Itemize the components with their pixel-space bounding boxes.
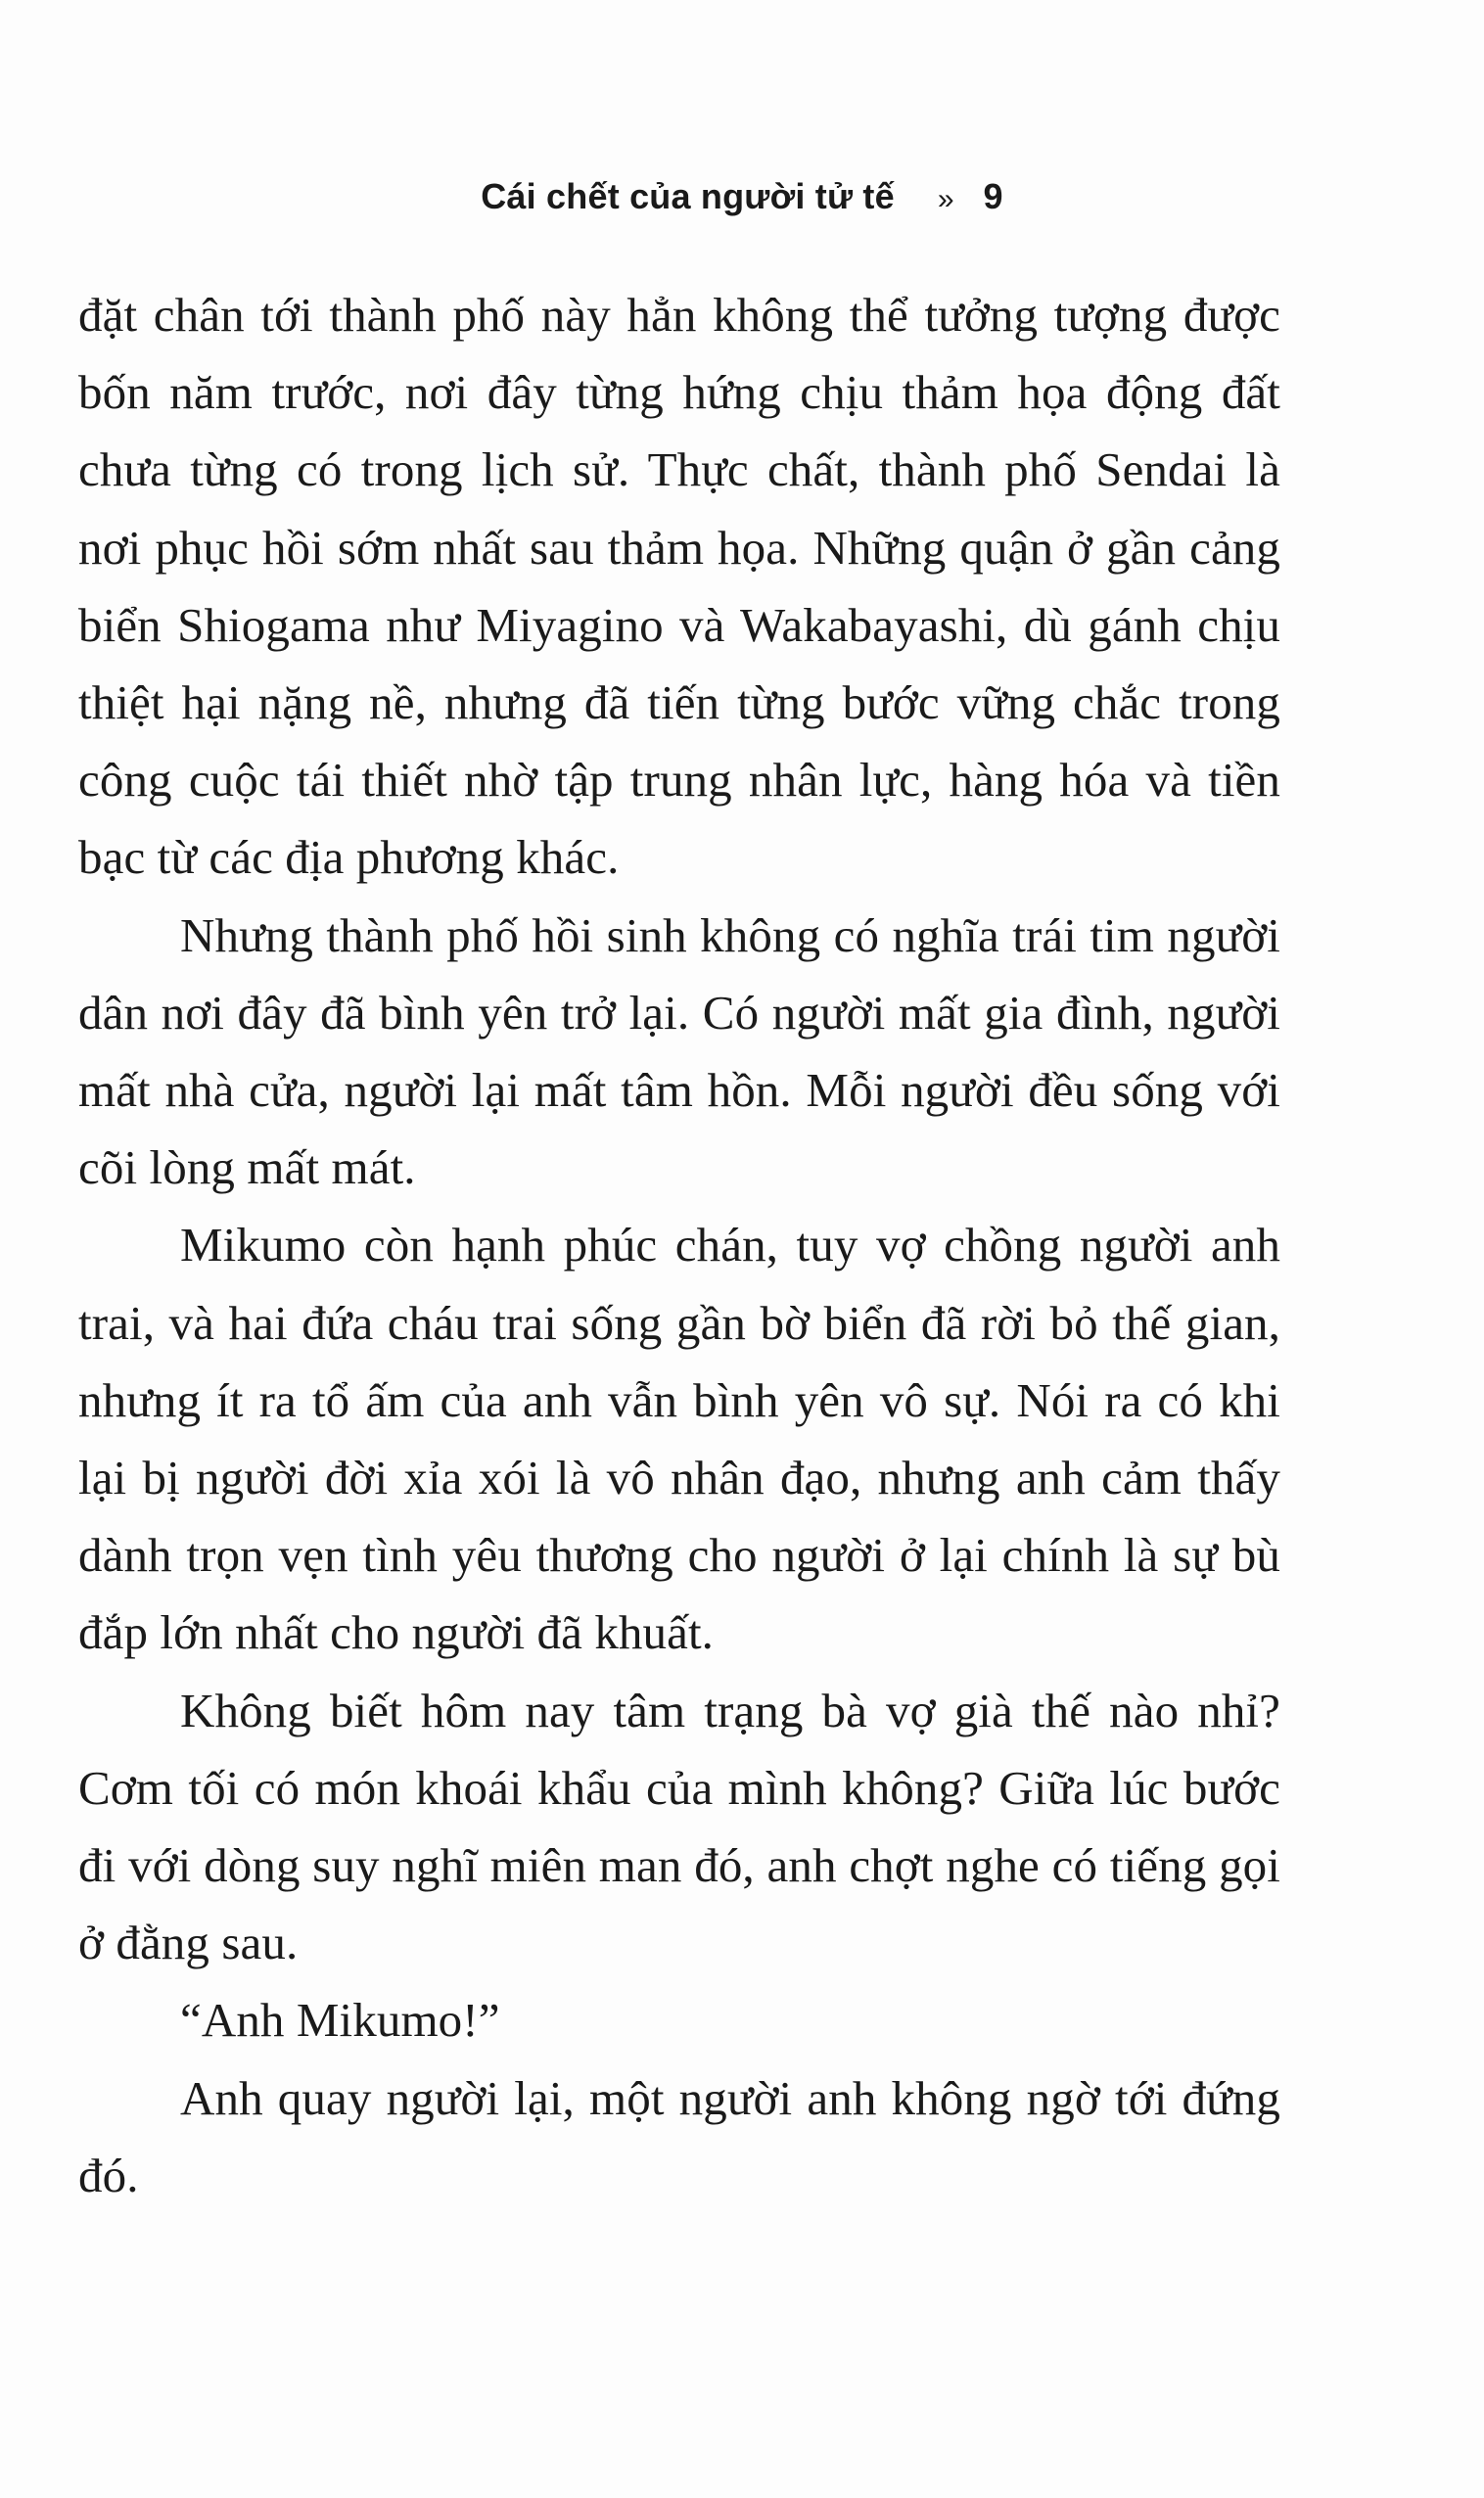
body-text xyxy=(78,276,1280,2214)
paragraph-1: đặt chân tới thành phố này hẳn không thể tưởng tượng được bốn năm trước, nơi đây từng hứng chịu thảm họa động đất chưa từng có trong lịch sử. Thực chất, thành phố Sendai là nơi phục hồi sớm nhất sau thảm họa. Những quận ở gần cảng biển Shiogama như Miyagino và Wakabayashi, dù gánh chịu thiệt hại nặng nề, nhưng đã tiến từng bước vững chắc trong công cuộc tái thiết nhờ tập trung nhân lực, hàng hóa và tiền bạc từ các địa phương khác. xyxy=(78,288,1280,885)
paragraph-dialogue: “Anh Mikumo!” xyxy=(180,1993,500,2048)
page-number: 9 xyxy=(983,176,1003,216)
running-header xyxy=(0,176,1484,217)
paragraph-2: Nhưng thành phố hồi sinh không có nghĩa trái tim người dân nơi đây đã bình yên trở lại. Có người mất gia đình, người mất nhà cửa, người lại mất tâm hồn. Mỗi người đều sống với cõi lòng mất mát. xyxy=(78,907,1280,1195)
header-separator: » xyxy=(937,183,951,215)
paragraph-6: Anh quay người lại, một người anh không ngờ tới đứng đó. xyxy=(78,2070,1280,2202)
paragraph-4: Không biết hôm nay tâm trạng bà vợ già thế nào nhỉ? Cơm tối có món khoái khẩu của mình không? Giữa lúc bước đi với dòng suy nghĩ miên man đó, anh chợt nghe có tiếng gọi ở đằng sau. xyxy=(78,1683,1280,1970)
paragraph-3: Mikumo còn hạnh phúc chán, tuy vợ chồng người anh trai, và hai đứa cháu trai sống gần bờ biển đã rời bỏ thế gian, nhưng ít ra tổ ấm của anh vẫn bình yên vô sự. Nói ra có khi lại bị người đời xỉa xói là vô nhân đạo, nhưng anh cảm thấy dành trọn vẹn tình yêu thương cho người ở lại chính là sự bù đắp lớn nhất cho người đã khuất. xyxy=(78,1218,1280,1660)
chapter-title: Cái chết của người tử tế xyxy=(481,176,895,216)
